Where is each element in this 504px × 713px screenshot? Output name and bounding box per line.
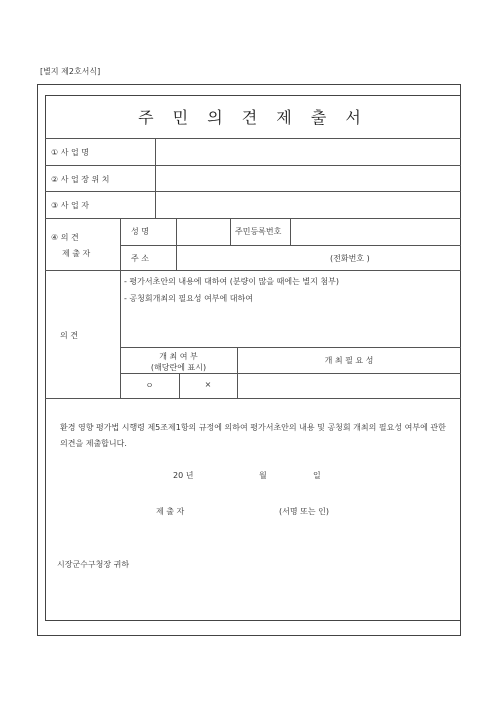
recipient: 시장군수구청장 귀하 xyxy=(57,560,130,569)
divider xyxy=(45,218,461,219)
address-label: 주 소 xyxy=(131,254,149,263)
opinion-label: 의 견 xyxy=(60,331,78,340)
divider xyxy=(45,138,461,139)
divider xyxy=(45,398,461,399)
submitter-label: ④ 의 견 xyxy=(51,233,79,242)
phone-label: (전화번호 ) xyxy=(330,254,370,263)
opinion-item: - 공청회개최의 필요성 여부에 대하여 xyxy=(124,294,253,303)
divider xyxy=(45,191,461,192)
business-name-label: ① 사 업 명 xyxy=(51,148,89,157)
divider xyxy=(45,165,461,166)
column-divider xyxy=(155,138,156,218)
divider xyxy=(120,373,461,374)
form-number-label: [별지 제2호서식] xyxy=(40,67,101,76)
operator-label: ③ 사 업 자 xyxy=(51,201,89,210)
submitter-signature-label: 제 출 자 xyxy=(156,507,185,516)
business-location-label: ② 사 업 장 위 치 xyxy=(51,175,110,184)
divider xyxy=(45,270,461,271)
column-divider xyxy=(176,218,177,270)
divider xyxy=(120,347,461,348)
mark-no: × xyxy=(204,380,212,389)
mark-yes: ㅇ xyxy=(145,381,154,390)
hold-status-hint: (해당란에 표시) xyxy=(150,363,207,372)
column-divider xyxy=(230,218,231,245)
hold-status-label: 개 최 여 부 xyxy=(159,352,198,361)
name-label: 성 명 xyxy=(131,227,149,236)
necessity-label: 개 최 필 요 성 xyxy=(324,356,374,365)
resident-id-label: 주민등록번호 xyxy=(235,227,282,236)
signature-note: (서명 또는 인) xyxy=(279,507,329,516)
date-day: 일 xyxy=(313,471,321,480)
divider xyxy=(120,245,461,246)
form-title: 주 민 의 견 제 출 서 xyxy=(138,108,368,127)
column-divider xyxy=(290,218,291,245)
date-year: 20 년 xyxy=(173,471,194,480)
submitter-label: 제 출 자 xyxy=(62,249,91,258)
opinion-item: - 평가서초안의 내용에 대하여 (분량이 많을 때에는 별지 첨부) xyxy=(124,277,339,286)
date-month: 월 xyxy=(259,471,267,480)
statement-text: 환경 영향 평가법 시행령 제5조제1항의 규정에 의하여 평가서초안의 내용 및 공청회 개최의 필요성 여부에 관한 의견을 제출합니다. xyxy=(60,423,446,448)
